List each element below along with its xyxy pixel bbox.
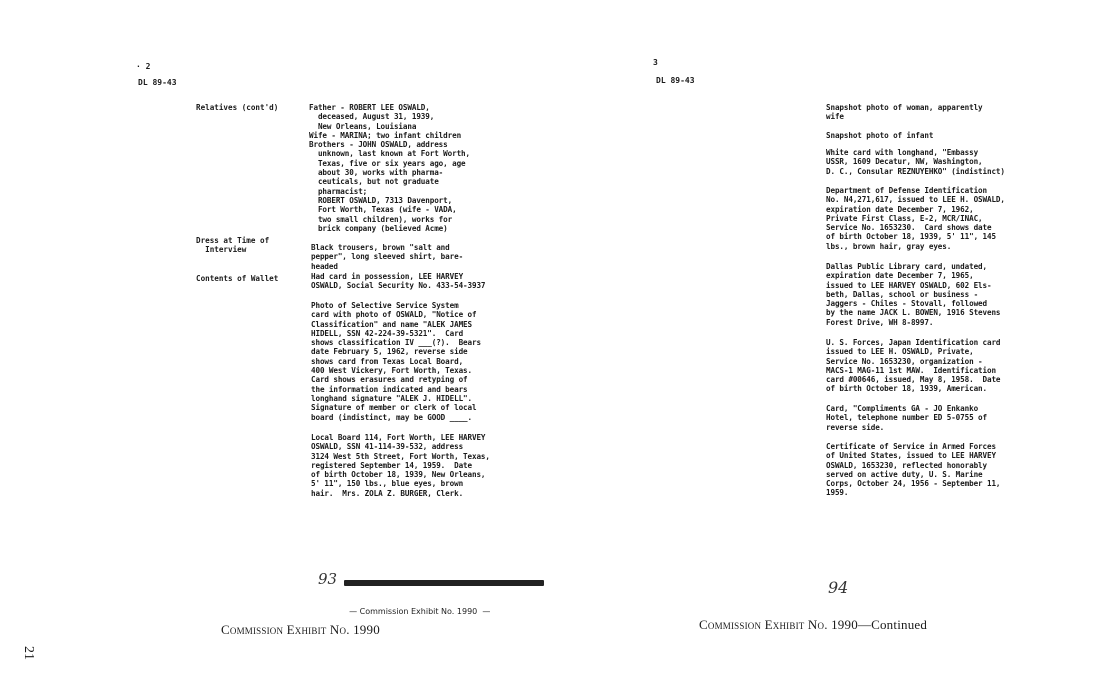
- left-page-number: · 2: [136, 62, 151, 71]
- right-file-ref: DL 89-43: [656, 76, 695, 85]
- left-caption: Commission Exhibit No. 1990: [221, 622, 380, 637]
- relatives-text: Father - ROBERT LEE OSWALD, deceased, August 31, 1939, New Orleans, Louisiana Wife - MARINA; two infant children Brothers - JOHN OSWALD, address unknown, last known at Fort Worth, Texas, five or six years ago, age about 30, works with pharma- ceuticals, but not graduate pharmacist; ROBERT OSWALD, 7313 Davenport, Fort Worth, Texas (wife - VADA, two small children), works for brick company (believed Acme): [309, 103, 470, 233]
- right-page-number: 3: [653, 58, 658, 67]
- right-para-7: Card, "Compliments GA - JO Enkanko Hotel, telephone number ED 5-0755 of reverse side.: [826, 404, 987, 432]
- right-handwritten-page-number: 94: [828, 578, 849, 597]
- left-handwritten-page-number: 93: [318, 570, 338, 588]
- right-para-8: Certificate of Service in Armed Forces of United States, issued to LEE HARVEY OSWALD, 1653230, reflected honorably served on active duty, U. S. Marine Corps, October 24, 1956 - September 11, 1959.: [826, 442, 1001, 498]
- right-para-2: Snapshot photo of infant: [826, 131, 934, 140]
- local-board-paragraph: Local Board 114, Fort Worth, LEE HARVEY OSWALD, SSN 41-114-39-532, address 3124 West 5th Street, Fort Worth, Texas, registered September 14, 1959. Date of birth October 18, 1939, New Orleans, 5' 11", 150 lbs., blue eyes, brown hair. Mrs. ZOLA Z. BURGER, Clerk.: [311, 433, 490, 498]
- label-dress: Dress at Time of Interview: [196, 236, 270, 255]
- right-para-1: Snapshot photo of woman, apparently wife: [826, 103, 983, 122]
- right-para-6: U. S. Forces, Japan Identification card issued to LEE H. OSWALD, Private, Service No. 1653230, organization - MACS-1 MAG-11 1st MAW. Identification card #00646, issued, May 8, 1958. Date of birth October 18, 1939, American.: [826, 338, 1001, 394]
- exhibit-stamp-bar: [344, 580, 544, 586]
- dress-text: Black trousers, brown "salt and pepper", long sleeved shirt, bare- headed: [311, 243, 464, 271]
- wallet-text: Had card in possession, LEE HARVEY OSWALD, Social Security No. 433-54-3937: [311, 272, 486, 291]
- left-file-ref: DL 89-43: [138, 78, 177, 87]
- label-relatives: Relatives (cont'd): [196, 103, 279, 112]
- footer-stamp: — Commission Exhibit No. 1990 —: [349, 607, 491, 616]
- right-caption: Commission Exhibit No. 1990—Continued: [699, 617, 928, 632]
- selective-service-paragraph: Photo of Selective Service System card with photo of OSWALD, "Notice of Classification" and name "ALEK JAMES HIDELL, SSN 42-224-39-5321". Card shows classification IV ___(?). Bears date February 5, 1962, reverse side shows card from Texas Local Board, 400 West Vickery, Fort Worth, Texas. Card shows erasures and retyping of the information indicated and bears longhand signature "ALEK J. HIDELL". Signature of member or clerk of local board (indistinct, may be GOOD ____.: [311, 301, 481, 422]
- right-para-5: Dallas Public Library card, undated, expiration date December 7, 1965, issued to LEE HARVEY OSWALD, 602 Els- beth, Dallas, school or business - Jaggers - Chiles - Stovall, followed by the name JACK L. BOWEN, 1916 Stevens Forest Drive, WH 8-8997.: [826, 262, 1001, 327]
- right-para-4: Department of Defense Identification No. N4,271,617, issued to LEE H. OSWALD, expiration date December 7, 1962, Private First Class, E-2, MCR/INAC, Service No. 1653230. Card shows date of birth October 18, 1939, 5' 11", 145 lbs., brown hair, gray eyes.: [826, 186, 1005, 251]
- label-wallet: Contents of Wallet: [196, 274, 279, 283]
- right-para-3: White card with longhand, "Embassy USSR, 1609 Decatur, NW, Washington, D. C., Consular REZNUYEHKO" (indistinct): [826, 148, 1005, 176]
- margin-page-number: 21: [21, 646, 36, 660]
